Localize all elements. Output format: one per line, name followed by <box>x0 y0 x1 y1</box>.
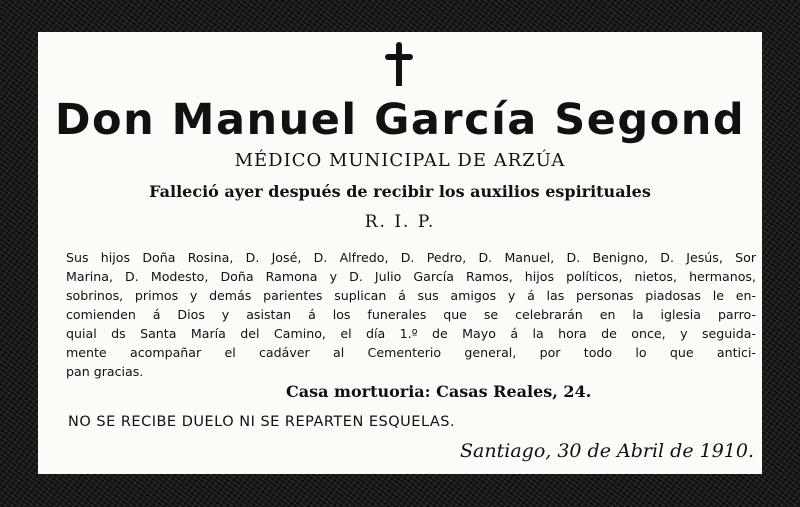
mortuary-address: Casa mortuoria: Casas Reales, 24. <box>286 382 592 401</box>
paragraph-line: mente acompañar el cadáver al Cementerio general, por todo lo que antici- <box>66 345 756 360</box>
paragraph-line: pan gracias. <box>66 364 144 379</box>
paragraph-line: Sus hijos Doña Rosina, D. José, D. Alfredo, D. Pedro, D. Manuel, D. Benigno, D. Jesús, Sor <box>66 250 756 265</box>
place-date: Santiago, 30 de Abril de 1910. <box>460 440 754 462</box>
paragraph-line: Marina, D. Modesto, Doña Ramona y D. Julio García Ramos, hijos políticos, nietos, hermanos, <box>66 269 756 284</box>
family-paragraph <box>66 248 756 381</box>
rip-line: R. I. P. <box>364 212 436 232</box>
paragraph-line: comienden á Dios y asistan á los funerales que se celebrarán en la iglesia parro- <box>66 307 756 322</box>
death-statement: Falleció ayer después de recibir los auxilios espirituales <box>149 182 651 201</box>
obituary-card <box>38 32 762 474</box>
profession-title: MÉDICO MUNICIPAL DE ARZÚA <box>234 150 566 171</box>
no-mourning-notice: NO SE RECIBE DUELO NI SE REPARTEN ESQUELAS. <box>68 414 456 430</box>
cross-icon <box>384 42 414 88</box>
paragraph-line: quial ds Santa María del Camino, el día 1.º de Mayo á la hora de once, y seguida- <box>66 326 756 341</box>
paragraph-line: sobrinos, primos y demás parientes suplican á sus amigos y á las personas piadosas le en- <box>66 288 756 303</box>
deceased-name: Don Manuel García Segond <box>54 95 746 145</box>
